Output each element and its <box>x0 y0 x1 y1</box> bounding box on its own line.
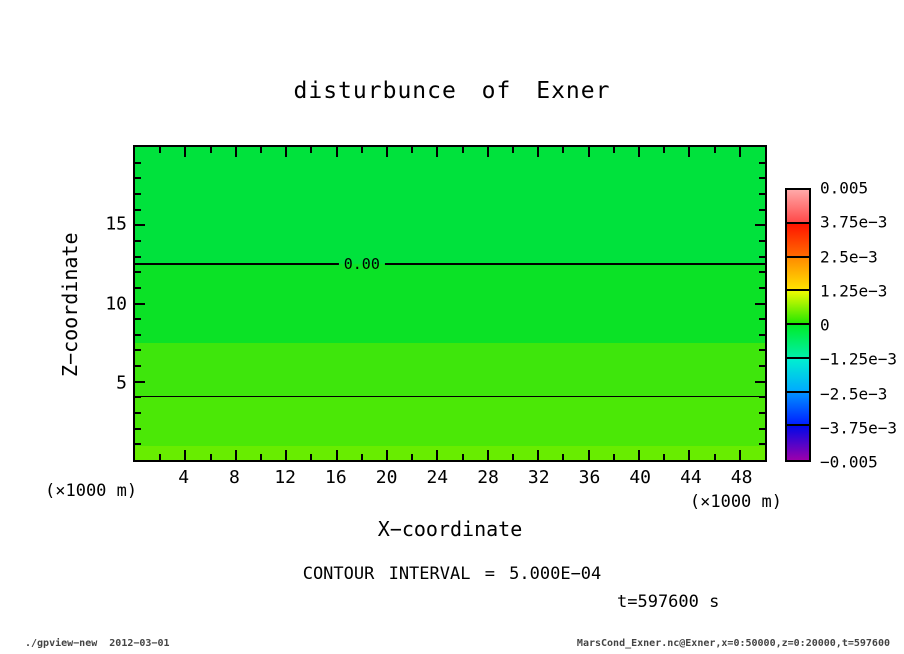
x-axis-tick <box>436 147 438 157</box>
x-axis-tick <box>386 147 388 157</box>
x-tick-label: 36 <box>578 467 601 488</box>
z-axis-tick <box>135 349 141 351</box>
x-tick-label: 32 <box>527 467 550 488</box>
x-axis-tick-labels <box>133 467 767 489</box>
z-axis-tick <box>755 381 765 383</box>
z-axis-tick <box>759 428 765 430</box>
x-axis-tick <box>714 454 716 460</box>
z-axis-tick <box>759 412 765 414</box>
x-axis-tick <box>184 147 186 157</box>
x-axis-tick <box>361 454 363 460</box>
colorbar-segment <box>787 359 809 393</box>
x-axis-tick <box>512 454 514 460</box>
x-axis-tick <box>688 147 690 157</box>
x-axis-tick <box>285 147 287 157</box>
z-axis-tick <box>759 256 765 258</box>
x-axis-tick <box>436 450 438 460</box>
z-axis-unit-label: (×1000 m) <box>45 481 138 501</box>
z-axis-tick <box>135 303 145 305</box>
x-axis-tick <box>386 450 388 460</box>
x-axis-tick <box>487 147 489 157</box>
x-axis-tick <box>210 454 212 460</box>
x-axis-tick <box>562 454 564 460</box>
z-axis-tick <box>135 412 141 414</box>
x-axis-tick <box>739 450 741 460</box>
tone-band <box>135 147 765 264</box>
x-tick-label: 44 <box>680 467 702 488</box>
z-tick-label: 10 <box>105 293 127 314</box>
colorbar-label: 0.005 <box>820 178 869 198</box>
x-axis-tick <box>588 450 590 460</box>
colorbar-segment <box>787 325 809 359</box>
z-axis-tick <box>759 240 765 242</box>
z-axis-tick <box>135 365 141 367</box>
colorbar-label: −3.75e−3 <box>820 418 898 438</box>
x-tick-label: 40 <box>629 467 652 488</box>
z-axis-tick <box>135 287 141 289</box>
z-axis-tick <box>759 177 765 179</box>
colorbar-segment <box>787 393 809 427</box>
x-axis-tick <box>739 147 741 157</box>
x-axis-tick <box>613 454 615 460</box>
x-tick-label: 16 <box>325 467 347 488</box>
x-axis-title: X−coordinate <box>377 517 523 541</box>
colorbar-label: −1.25e−3 <box>820 349 898 369</box>
x-axis-tick <box>336 450 338 460</box>
contour-line <box>135 263 765 265</box>
x-axis-tick <box>537 147 539 157</box>
page-title: disturbunce of Exner <box>293 78 611 104</box>
z-axis-tick <box>759 349 765 351</box>
x-tick-label: 8 <box>229 467 240 488</box>
z-axis-tick <box>135 193 141 195</box>
x-tick-label: 12 <box>274 467 296 488</box>
colorbar-label: −0.005 <box>820 452 878 472</box>
x-tick-label: 48 <box>730 467 753 488</box>
colorbar-labels <box>820 178 904 472</box>
z-tick-label: 15 <box>105 213 127 235</box>
colorbar-segment <box>787 426 809 460</box>
z-axis-title: Z−coordinate <box>58 232 82 378</box>
x-tick-label: 24 <box>426 467 449 488</box>
x-axis-tick <box>235 450 237 460</box>
z-axis-tick <box>135 162 141 164</box>
x-axis-tick <box>638 450 640 460</box>
z-axis-tick <box>759 365 765 367</box>
z-axis-tick <box>135 428 141 430</box>
colorbar-segment <box>787 190 809 224</box>
z-axis-tick <box>135 443 141 445</box>
x-axis-tick <box>159 454 161 460</box>
x-axis-tick <box>537 450 539 460</box>
x-axis-tick <box>663 454 665 460</box>
x-axis-tick <box>462 147 464 153</box>
colorbar-label: 1.25e−3 <box>820 281 888 301</box>
z-axis-tick <box>755 303 765 305</box>
z-axis-tick <box>759 287 765 289</box>
tone-band <box>135 343 765 398</box>
timestamp-label: t=597600 s <box>617 592 720 612</box>
colorbar-segment <box>787 291 809 325</box>
footer-data-source: MarsCond_Exner.nc@Exner,x=0:50000,z=0:20000,t=597600 <box>576 638 890 649</box>
colorbar <box>785 188 811 462</box>
z-axis-tick <box>135 271 141 273</box>
z-axis-tick <box>759 271 765 273</box>
z-axis-tick <box>135 224 145 226</box>
z-axis-tick <box>135 318 141 320</box>
plot-area <box>133 145 767 462</box>
colorbar-segment <box>787 258 809 292</box>
colorbar-segment <box>787 224 809 258</box>
z-axis-tick <box>759 318 765 320</box>
z-axis-tick <box>135 256 141 258</box>
z-axis-tick <box>759 193 765 195</box>
x-axis-tick <box>714 147 716 153</box>
contour-interval-note: CONTOUR INTERVAL = 5.000E−04 <box>302 564 602 584</box>
x-axis-tick <box>361 147 363 153</box>
z-axis-tick <box>759 209 765 211</box>
z-tick-label: 5 <box>116 372 127 394</box>
x-axis-tick <box>462 454 464 460</box>
z-axis-tick <box>759 334 765 336</box>
x-axis-tick <box>688 450 690 460</box>
colorbar-label: −2.5e−3 <box>820 384 888 403</box>
x-axis-tick <box>663 147 665 153</box>
x-axis-tick <box>235 147 237 157</box>
x-tick-label: 28 <box>477 467 499 488</box>
tone-band <box>135 397 765 446</box>
tone-band <box>135 446 765 460</box>
x-axis-tick <box>512 147 514 153</box>
z-axis-tick <box>759 162 765 164</box>
z-axis-tick <box>135 177 141 179</box>
colorbar-label: 3.75e−3 <box>820 212 888 232</box>
footer-program-info: ./gpview−new 2012−03−01 <box>25 638 170 649</box>
x-axis-tick <box>562 147 564 153</box>
x-axis-tick <box>487 450 489 460</box>
x-axis-tick <box>638 147 640 157</box>
x-tick-label: 4 <box>178 467 190 488</box>
x-axis-tick <box>336 147 338 157</box>
colorbar-label: 0 <box>820 315 830 335</box>
x-axis-tick <box>159 147 161 153</box>
x-axis-tick <box>411 454 413 460</box>
x-axis-tick <box>588 147 590 157</box>
z-axis-tick <box>135 209 141 211</box>
x-axis-tick <box>260 147 262 153</box>
x-axis-tick <box>310 454 312 460</box>
z-axis-tick-labels <box>85 145 127 462</box>
z-axis-tick <box>759 443 765 445</box>
z-axis-tick <box>135 240 141 242</box>
x-axis-tick <box>184 450 186 460</box>
x-tick-label: 20 <box>375 467 398 488</box>
x-axis-unit-label: (×1000 m) <box>689 492 782 512</box>
x-axis-tick <box>210 147 212 153</box>
z-axis-tick <box>135 396 141 398</box>
x-axis-tick <box>613 147 615 153</box>
tone-band <box>135 264 765 342</box>
x-axis-tick <box>411 147 413 153</box>
contour-line-label: 0.00 <box>339 256 385 272</box>
z-axis-tick <box>759 396 765 398</box>
x-axis-tick <box>260 454 262 460</box>
contour-line <box>135 396 765 397</box>
z-axis-tick <box>135 381 145 383</box>
x-axis-tick <box>310 147 312 153</box>
colorbar-label: 2.5e−3 <box>820 247 878 266</box>
x-axis-tick <box>285 450 287 460</box>
z-axis-tick <box>755 224 765 226</box>
z-axis-tick <box>135 334 141 336</box>
plot-canvas <box>135 147 765 460</box>
